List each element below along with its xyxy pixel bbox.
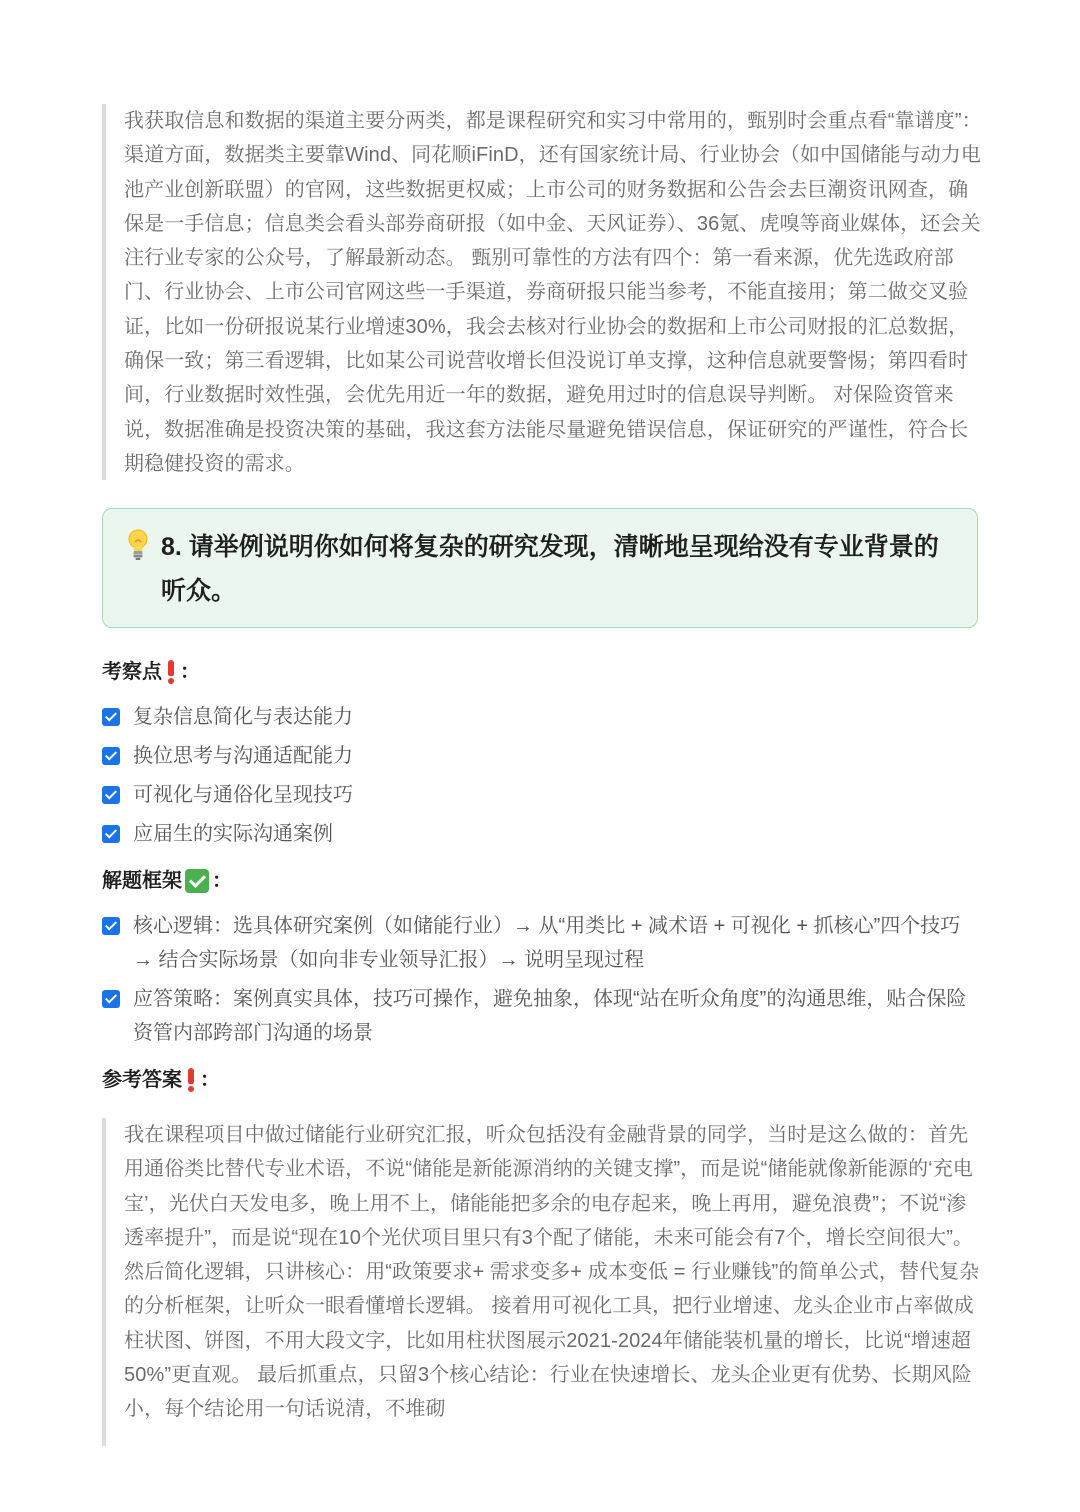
list-item (102, 700, 972, 734)
checkbox-checked-icon[interactable] (102, 747, 120, 765)
checkbox-checked-icon[interactable] (102, 825, 120, 843)
exclamation-icon (186, 1067, 196, 1093)
checkbox-checked-icon[interactable] (102, 990, 120, 1008)
list-item (102, 739, 972, 773)
answer-heading (102, 1065, 220, 1095)
exam-points-colon: ： (180, 661, 200, 683)
question-callout (102, 508, 978, 628)
checkbox-checked-icon[interactable] (102, 708, 120, 726)
list-item (102, 909, 972, 977)
list-item (102, 778, 972, 812)
check-mark-icon (185, 869, 209, 893)
question-text: 8. 请举例说明你如何将复杂的研究发现，清晰地呈现给没有专业背景的听众。 (161, 533, 939, 605)
exam-points-list (102, 700, 972, 856)
exclamation-icon (166, 659, 176, 685)
framework-heading (102, 866, 232, 896)
framework-colon: ： (212, 870, 232, 892)
answer-quote-text: 我在课程项目中做过储能行业研究汇报，听众包括没有金融背景的同学，当时是这么做的：首先用通俗类比替代专业术语，不说“储能是新能源消纳的关键支撑”，而是说“储能就像新能源的‘充电宝’，光伏白天发电多，晚上用不上，储能能把多余的电存起来，晚上再用，避免浪费”；不说“渗透率提升”，而是说“现在10个光伏项目里只有3个配了储能，未来可能会有7个，增长空间很大”。 然后简化逻辑，只讲核心：用“政策要求+ 需求变多+ 成本变低 = 行业赚钱”的简单公式，替代复杂的分析框架，让听众一眼看懂增长逻辑。 接着用可视化工具，把行业增速、龙头企业市占率做成柱状图、饼图，不用大段文字，比如用柱状图展示2021-2024年储能装机量的增长，比说“增速超50%”更直观。 最后抓重点，只留3个核心结论：行业在快速增长、龙头企业更有优势、长期风险小，每个结论用一句话说清，不堆砌 (124, 1124, 980, 1421)
list-item-text: 应届生的实际沟通案例 (133, 823, 333, 845)
answer-title: 参考答案 (102, 1069, 182, 1091)
list-item (102, 817, 972, 851)
exam-points-title: 考察点 (102, 661, 162, 683)
exam-points-heading (102, 657, 200, 687)
checkbox-checked-icon[interactable] (102, 917, 120, 935)
intro-quote (102, 104, 984, 480)
answer-colon: ： (200, 1069, 220, 1091)
framework-title: 解题框架 (102, 870, 182, 892)
list-item-text: 应答策略：案例真实具体，技巧可操作，避免抽象，体现“站在听众角度”的沟通思维，贴合保险资管内部跨部门沟通的场景 (133, 988, 967, 1044)
list-item-text: 核心逻辑：选具体研究案例（如储能行业）→ 从“用类比 + 减术语 + 可视化 + 抓核心”四个技巧→ 结合实际场景（如向非专业领导汇报）→ 说明呈现过程 (133, 915, 961, 971)
list-item-text: 换位思考与沟通适配能力 (133, 745, 353, 767)
intro-quote-text: 我获取信息和数据的渠道主要分两类，都是课程研究和实习中常用的，甄别时会重点看“靠谱度”： 渠道方面，数据类主要靠Wind、同花顺iFinD，还有国家统计局、行业协会（如中国储能与动力电池产业创新联盟）的官网，这些数据更权威；上市公司的财务数据和公告会去巨潮资讯网查，确保是一手信息；信息类会看头部券商研报（如中金、天风证券）、36氪、虎嗅等商业媒体，还会关注行业专家的公众号，了解最新动态。 甄别可靠性的方法有四个：第一看来源，优先选政府部门、行业协会、上市公司官网这些一手渠道，券商研报只能当参考，不能直接用；第二做交叉验证，比如一份研报说某行业增速30%，我会去核对行业协会的数据和上市公司财报的汇总数据，确保一致；第三看逻辑，比如某公司说营收增长但没说订单支撑，这种信息就要警惕；第四看时间，行业数据时效性强，会优先用近一年的数据，避免用过时的信息误导判断。 对保险资管来说，数据准确是投资决策的基础，我这套方法能尽量避免错误信息，保证研究的严谨性，符合长期稳健投资的需求。 (124, 110, 982, 475)
framework-list (102, 909, 972, 1055)
checkbox-checked-icon[interactable] (102, 786, 120, 804)
list-item-text: 复杂信息简化与表达能力 (133, 706, 353, 728)
list-item-text: 可视化与通俗化呈现技巧 (133, 784, 353, 806)
answer-quote (102, 1118, 984, 1446)
lightbulb-icon (127, 529, 149, 561)
list-item (102, 982, 972, 1050)
